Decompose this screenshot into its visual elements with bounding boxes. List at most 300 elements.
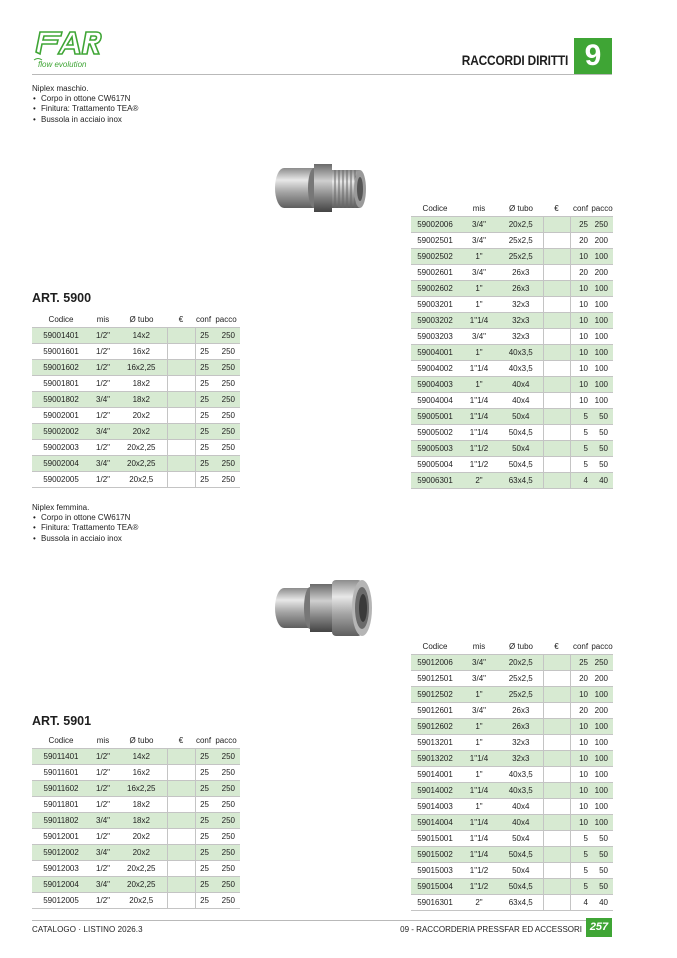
col-euro: € [178, 314, 184, 324]
table-row [411, 830, 613, 846]
cell-pacco: 40 [591, 472, 613, 488]
cell-conf: 25 [195, 764, 212, 780]
cell-price [543, 408, 570, 424]
cell-codice: 59012003 [32, 860, 90, 876]
col-euro: € [554, 641, 559, 651]
cell-tubo: 25x2,5 [499, 686, 543, 702]
cell-conf: 10 [570, 814, 591, 830]
cell-mis: 3/4" [90, 876, 116, 892]
art5901-bullet: • Corpo in ottone CW617N [32, 513, 138, 523]
cell-codice: 59015003 [411, 862, 459, 878]
cell-pacco: 250 [212, 439, 240, 455]
cell-price [167, 375, 195, 391]
cell-codice: 59015004 [411, 878, 459, 894]
cell-tubo: 20x2 [116, 828, 167, 844]
cell-tubo: 14x2 [116, 327, 167, 343]
cell-codice: 59016301 [411, 894, 459, 910]
cell-mis: 1"1/4 [459, 846, 499, 862]
table-row [32, 407, 240, 423]
cell-codice: 59002005 [32, 471, 90, 487]
cell-conf: 10 [570, 766, 591, 782]
col-euro: € [554, 203, 559, 213]
cell-tubo: 40x3,5 [499, 344, 543, 360]
cell-pacco: 100 [591, 750, 613, 766]
cell-codice: 59005004 [411, 456, 459, 472]
table-row [32, 375, 240, 391]
table-row [32, 327, 240, 343]
cell-codice: 59014002 [411, 782, 459, 798]
cell-price [543, 702, 570, 718]
cell-mis: 1/2" [90, 828, 116, 844]
cell-pacco: 40 [591, 894, 613, 910]
header-divider [32, 74, 612, 75]
cell-codice: 59012502 [411, 686, 459, 702]
cell-codice: 59012501 [411, 670, 459, 686]
art5901-table-right [411, 639, 613, 911]
cell-pacco: 250 [212, 892, 240, 908]
cell-mis: 1/2" [90, 327, 116, 343]
cell-tubo: 40x4 [499, 814, 543, 830]
cell-mis: 1/2" [90, 343, 116, 359]
table-row [32, 748, 240, 764]
cell-conf: 10 [570, 734, 591, 750]
cell-mis: 3/4" [459, 654, 499, 670]
cell-mis: 1"1/4 [459, 830, 499, 846]
cell-conf: 5 [570, 424, 591, 440]
cell-pacco: 250 [212, 327, 240, 343]
cell-codice: 59002501 [411, 232, 459, 248]
cell-price [543, 472, 570, 488]
cell-mis: 2" [459, 472, 499, 488]
cell-mis: 1"1/4 [459, 814, 499, 830]
cell-pacco: 50 [591, 456, 613, 472]
cell-tubo: 32x3 [499, 750, 543, 766]
cell-price [543, 312, 570, 328]
cell-price [167, 407, 195, 423]
table-row [411, 750, 613, 766]
cell-codice: 59003203 [411, 328, 459, 344]
table-header-row [32, 733, 240, 748]
cell-mis: 1" [459, 280, 499, 296]
cell-tubo: 40x3,5 [499, 766, 543, 782]
cell-conf: 25 [195, 327, 212, 343]
cell-codice: 59002001 [32, 407, 90, 423]
cell-price [167, 828, 195, 844]
cell-mis: 1/2" [90, 764, 116, 780]
art5900-description [32, 84, 138, 125]
cell-tubo: 20x2,25 [116, 860, 167, 876]
col-conf: conf [572, 641, 589, 651]
cell-tubo: 16x2 [116, 764, 167, 780]
cell-codice: 59005003 [411, 440, 459, 456]
table-row [32, 828, 240, 844]
table-row [411, 376, 613, 392]
cell-codice: 59012002 [32, 844, 90, 860]
cell-codice: 59001601 [32, 343, 90, 359]
cell-price [167, 764, 195, 780]
cell-price [167, 343, 195, 359]
cell-mis: 1"1/2 [459, 456, 499, 472]
cell-price [543, 360, 570, 376]
far-logo [32, 30, 104, 70]
art5900-table-right [411, 201, 613, 489]
table-row [32, 876, 240, 892]
table-row [411, 814, 613, 830]
table-row [411, 862, 613, 878]
cell-codice: 59011801 [32, 796, 90, 812]
cell-conf: 5 [570, 408, 591, 424]
art5901-bullet: • Bussola in acciaio inox [32, 534, 138, 544]
cell-tubo: 20x2 [116, 407, 167, 423]
cell-pacco: 100 [591, 734, 613, 750]
cell-conf: 10 [570, 782, 591, 798]
cell-pacco: 250 [212, 780, 240, 796]
cell-codice: 59004003 [411, 376, 459, 392]
cell-tubo: 50x4 [499, 440, 543, 456]
cell-price [167, 780, 195, 796]
cell-pacco: 250 [212, 391, 240, 407]
cell-codice: 59006301 [411, 472, 459, 488]
col-pacco: pacco [591, 203, 613, 213]
cell-price [543, 718, 570, 734]
cell-codice: 59013202 [411, 750, 459, 766]
cell-tubo: 14x2 [116, 748, 167, 764]
cell-pacco: 250 [212, 796, 240, 812]
art5900-product-image [272, 160, 372, 226]
cell-mis: 1"1/4 [459, 360, 499, 376]
cell-conf: 20 [570, 264, 591, 280]
col-tubo: Ø tubo [129, 735, 154, 745]
cell-mis: 1"1/4 [459, 750, 499, 766]
cell-conf: 25 [195, 812, 212, 828]
cell-codice: 59013201 [411, 734, 459, 750]
cell-mis: 2" [459, 894, 499, 910]
cell-codice: 59012005 [32, 892, 90, 908]
cell-conf: 5 [570, 456, 591, 472]
cell-tubo: 18x2 [116, 391, 167, 407]
cell-conf: 25 [195, 828, 212, 844]
table-row [411, 360, 613, 376]
cell-pacco: 250 [212, 407, 240, 423]
cell-tubo: 32x3 [499, 328, 543, 344]
cell-price [543, 734, 570, 750]
cell-price [167, 796, 195, 812]
cell-pacco: 250 [212, 828, 240, 844]
table-row [411, 216, 613, 232]
cell-pacco: 250 [212, 748, 240, 764]
cell-tubo: 20x2,5 [499, 654, 543, 670]
table-row [411, 472, 613, 488]
cell-tubo: 18x2 [116, 812, 167, 828]
cell-mis: 1" [459, 344, 499, 360]
cell-conf: 25 [195, 375, 212, 391]
cell-mis: 3/4" [459, 264, 499, 280]
cell-mis: 3/4" [459, 216, 499, 232]
table-row [411, 248, 613, 264]
cell-price [543, 830, 570, 846]
cell-pacco: 50 [591, 862, 613, 878]
cell-price [543, 264, 570, 280]
cell-pacco: 100 [591, 766, 613, 782]
cell-conf: 25 [195, 796, 212, 812]
cell-mis: 1/2" [90, 375, 116, 391]
cell-price [167, 748, 195, 764]
cell-tubo: 20x2 [116, 844, 167, 860]
cell-price [167, 812, 195, 828]
cell-codice: 59011802 [32, 812, 90, 828]
cell-pacco: 50 [591, 408, 613, 424]
cell-codice: 59012602 [411, 718, 459, 734]
cell-codice: 59005002 [411, 424, 459, 440]
cell-codice: 59002002 [32, 423, 90, 439]
cell-tubo: 20x2,5 [116, 471, 167, 487]
cell-pacco: 50 [591, 878, 613, 894]
cell-mis: 3/4" [90, 844, 116, 860]
table-row [411, 424, 613, 440]
cell-pacco: 100 [591, 686, 613, 702]
cell-pacco: 250 [212, 844, 240, 860]
table-row [32, 423, 240, 439]
cell-conf: 25 [195, 748, 212, 764]
cell-codice: 59003202 [411, 312, 459, 328]
table-row [32, 796, 240, 812]
cell-conf: 10 [570, 376, 591, 392]
art5900-title: ART. 5900 [32, 291, 92, 305]
page-number: 257 [586, 918, 612, 937]
cell-tubo: 50x4 [499, 862, 543, 878]
cell-conf: 20 [570, 232, 591, 248]
cell-price [167, 327, 195, 343]
col-mis: mis [96, 314, 110, 324]
cell-pacco: 200 [591, 670, 613, 686]
cell-tubo: 63x4,5 [499, 472, 543, 488]
cell-price [167, 892, 195, 908]
art5900-desc-title: Niplex maschio. [32, 84, 89, 93]
art5900-bullet: • Corpo in ottone CW617N [32, 94, 138, 104]
table-row [411, 328, 613, 344]
table-row [411, 734, 613, 750]
table-row [32, 860, 240, 876]
table-row [411, 878, 613, 894]
cell-pacco: 100 [591, 296, 613, 312]
cell-mis: 1" [459, 376, 499, 392]
cell-mis: 3/4" [459, 328, 499, 344]
cell-price [543, 248, 570, 264]
cell-mis: 1" [459, 734, 499, 750]
cell-pacco: 100 [591, 718, 613, 734]
table-row [32, 391, 240, 407]
cell-pacco: 100 [591, 312, 613, 328]
cell-mis: 1/2" [90, 439, 116, 455]
cell-pacco: 250 [212, 812, 240, 828]
cell-codice: 59004001 [411, 344, 459, 360]
cell-price [167, 471, 195, 487]
col-pacco: pacco [215, 735, 237, 745]
cell-price [543, 392, 570, 408]
table-row [411, 392, 613, 408]
cell-conf: 10 [570, 392, 591, 408]
cell-price [543, 878, 570, 894]
cell-tubo: 16x2 [116, 343, 167, 359]
cell-pacco: 250 [212, 423, 240, 439]
col-mis: mis [472, 641, 486, 651]
cell-mis: 1/2" [90, 748, 116, 764]
table-row [32, 359, 240, 375]
cell-price [543, 280, 570, 296]
art5901-bullet: • Finitura: Trattamento TEA® [32, 523, 138, 533]
cell-pacco: 250 [591, 216, 613, 232]
cell-codice: 59011401 [32, 748, 90, 764]
cell-pacco: 100 [591, 344, 613, 360]
cell-conf: 10 [570, 280, 591, 296]
cell-conf: 10 [570, 344, 591, 360]
col-tubo: Ø tubo [508, 203, 533, 213]
cell-mis: 3/4" [90, 423, 116, 439]
cell-tubo: 18x2 [116, 375, 167, 391]
cell-tubo: 16x2,25 [116, 780, 167, 796]
cell-codice: 59002601 [411, 264, 459, 280]
table-row [411, 264, 613, 280]
col-codice: Codice [48, 735, 74, 745]
col-codice: Codice [48, 314, 74, 324]
cell-tubo: 20x2 [116, 423, 167, 439]
footer-chapter: 09 - RACCORDERIA PRESSFAR ED ACCESSORI [400, 925, 582, 934]
cell-codice: 59014003 [411, 798, 459, 814]
table-row [411, 296, 613, 312]
table-row [411, 766, 613, 782]
cell-codice: 59015001 [411, 830, 459, 846]
cell-mis: 1"1/4 [459, 408, 499, 424]
cell-conf: 10 [570, 328, 591, 344]
cell-conf: 25 [195, 343, 212, 359]
col-conf: conf [195, 314, 212, 324]
table-header-row [411, 639, 613, 654]
cell-price [167, 844, 195, 860]
table-row [411, 312, 613, 328]
col-tubo: Ø tubo [508, 641, 533, 651]
table-header-row [32, 312, 240, 327]
cell-tubo: 40x3,5 [499, 782, 543, 798]
cell-conf: 10 [570, 360, 591, 376]
cell-price [543, 814, 570, 830]
cell-codice: 59004004 [411, 392, 459, 408]
cell-codice: 59002003 [32, 439, 90, 455]
cell-mis: 1"1/4 [459, 312, 499, 328]
cell-mis: 1" [459, 718, 499, 734]
table-row [411, 408, 613, 424]
cell-tubo: 32x3 [499, 734, 543, 750]
table-row [32, 892, 240, 908]
cell-pacco: 250 [591, 654, 613, 670]
table-row [32, 343, 240, 359]
cell-pacco: 250 [212, 455, 240, 471]
cell-tubo: 20x2,25 [116, 876, 167, 892]
art5900-bullet: • Bussola in acciaio inox [32, 115, 138, 125]
table-row [411, 670, 613, 686]
cell-tubo: 26x3 [499, 280, 543, 296]
cell-pacco: 250 [212, 876, 240, 892]
footer-divider [32, 920, 612, 921]
cell-conf: 10 [570, 296, 591, 312]
cell-mis: 1/2" [90, 860, 116, 876]
table-row [411, 894, 613, 910]
table-header-row [411, 201, 613, 216]
cell-pacco: 200 [591, 264, 613, 280]
col-tubo: Ø tubo [129, 314, 154, 324]
cell-conf: 25 [570, 654, 591, 670]
cell-conf: 10 [570, 248, 591, 264]
section-title: RACCORDI DIRITTI [461, 52, 568, 68]
cell-mis: 1/2" [90, 892, 116, 908]
cell-pacco: 100 [591, 814, 613, 830]
cell-price [167, 876, 195, 892]
table-row [411, 440, 613, 456]
table-row [411, 686, 613, 702]
cell-codice: 59002006 [411, 216, 459, 232]
cell-mis: 3/4" [90, 455, 116, 471]
cell-codice: 59012006 [411, 654, 459, 670]
art5901-product-image [272, 576, 376, 644]
cell-mis: 1" [459, 798, 499, 814]
cell-tubo: 16x2,25 [116, 359, 167, 375]
cell-tubo: 50x4,5 [499, 424, 543, 440]
cell-pacco: 50 [591, 846, 613, 862]
cell-codice: 59002602 [411, 280, 459, 296]
cell-tubo: 40x3,5 [499, 360, 543, 376]
cell-conf: 25 [195, 391, 212, 407]
cell-conf: 25 [195, 860, 212, 876]
cell-price [167, 359, 195, 375]
cell-conf: 25 [570, 216, 591, 232]
cell-codice: 59012601 [411, 702, 459, 718]
cell-pacco: 250 [212, 471, 240, 487]
cell-conf: 25 [195, 407, 212, 423]
cell-pacco: 100 [591, 280, 613, 296]
cell-price [543, 344, 570, 360]
art5901-description [32, 503, 138, 544]
cell-tubo: 50x4 [499, 830, 543, 846]
cell-tubo: 63x4,5 [499, 894, 543, 910]
cell-price [543, 782, 570, 798]
cell-conf: 20 [570, 702, 591, 718]
cell-mis: 3/4" [90, 391, 116, 407]
cell-tubo: 20x2,25 [116, 439, 167, 455]
cell-price [543, 750, 570, 766]
cell-codice: 59012001 [32, 828, 90, 844]
cell-pacco: 250 [212, 764, 240, 780]
cell-conf: 25 [195, 844, 212, 860]
cell-price [167, 391, 195, 407]
cell-price [543, 894, 570, 910]
col-mis: mis [472, 203, 486, 213]
cell-pacco: 250 [212, 359, 240, 375]
cell-conf: 25 [195, 876, 212, 892]
cell-mis: 3/4" [459, 232, 499, 248]
cell-tubo: 25x2,5 [499, 248, 543, 264]
table-row [411, 456, 613, 472]
cell-codice: 59014004 [411, 814, 459, 830]
cell-mis: 1/2" [90, 471, 116, 487]
cell-mis: 1/2" [90, 407, 116, 423]
cell-codice: 59003201 [411, 296, 459, 312]
cell-price [543, 456, 570, 472]
table-row [32, 471, 240, 487]
col-euro: € [178, 735, 184, 745]
cell-tubo: 26x3 [499, 264, 543, 280]
cell-price [543, 846, 570, 862]
table-row [411, 846, 613, 862]
cell-conf: 25 [195, 780, 212, 796]
